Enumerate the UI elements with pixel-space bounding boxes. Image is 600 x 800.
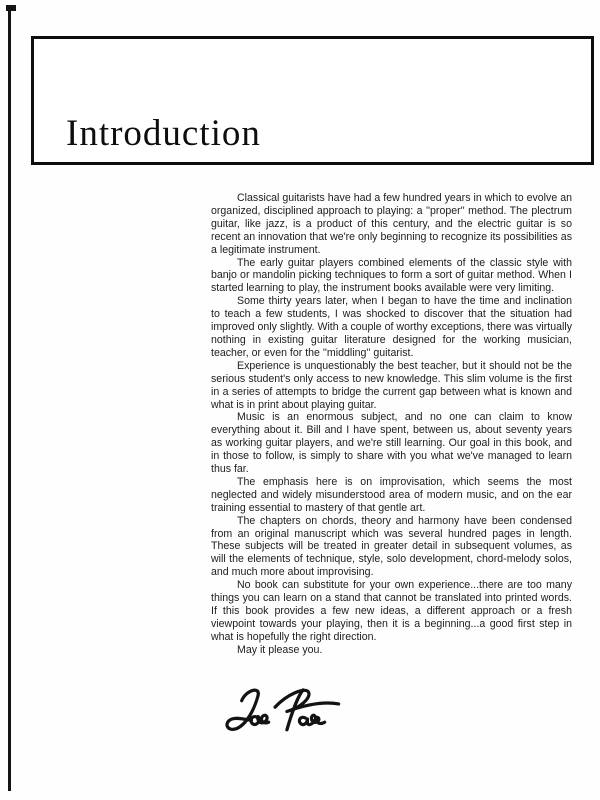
page-title: Introduction [66, 113, 261, 154]
chapter-title-box [31, 36, 594, 165]
paragraph: Experience is unquestionably the best teacher, but it should not be the serious student's only access to new knowledge. This slim volume is the first in a series of attempts to bridge the current gap between what is known and what is in print about playing guitar. [211, 359, 572, 411]
paragraph: The emphasis here is on improvisation, which seems the most neglected and widely misunderstood area of modern music, and on the ear training essential to mastery of that gentle art. [211, 475, 572, 514]
page-edge-line [8, 5, 11, 791]
signature [218, 682, 358, 742]
paragraph: No book can substitute for your own experience...there are too many things you can learn on a stand that cannot be translated into printed words. If this book provides a few new ideas, a different approach or a fresh viewpoint towards your playing, then it is a beginning...a good first step in what is hopefully the right direction. [211, 579, 572, 643]
page-edge-mark [6, 5, 16, 11]
paragraph: May it please you. [237, 643, 323, 656]
paragraph: The early guitar players combined elements of the classic style with banjo or mandolin picking techniques to form a sort of guitar method. When I started learning to play, the instrument books available were very limiting. [211, 256, 572, 295]
paragraph: The chapters on chords, theory and harmony have been condensed from an original manuscript which was several hundred pages in length. These subjects will be treated in greater detail in subsequent volumes, as will the elements of technique, style, solo development, chord-melody solos, and much more about improvising. [211, 514, 572, 579]
paragraph: Some thirty years later, when I began to have the time and inclination to teach a few students, I was shocked to discover that the situation had improved only slightly. With a couple of worthy exceptions, there was virtually nothing in existing guitar literature designed for the working musician, teacher, or even for the ''middling'' guitarist. [211, 295, 572, 359]
introduction-text [211, 192, 572, 657]
paragraph: Classical guitarists have had a few hundred years in which to evolve an organized, disciplined approach to playing: a ''proper'' method. The plectrum guitar, like jazz, is a product of this century, and the electric guitar is so recent an innovation that we're only beginning to recognize its possibilities as a legitimate instrument. [211, 192, 572, 256]
paragraph: Music is an enormous subject, and no one can claim to know everything about it. Bill and I have spent, between us, about seventy years as working guitar players, and we're still learning. Our goal in this book, and in those to follow, is simply to share with you what we've managed to learn thus far. [211, 411, 572, 476]
